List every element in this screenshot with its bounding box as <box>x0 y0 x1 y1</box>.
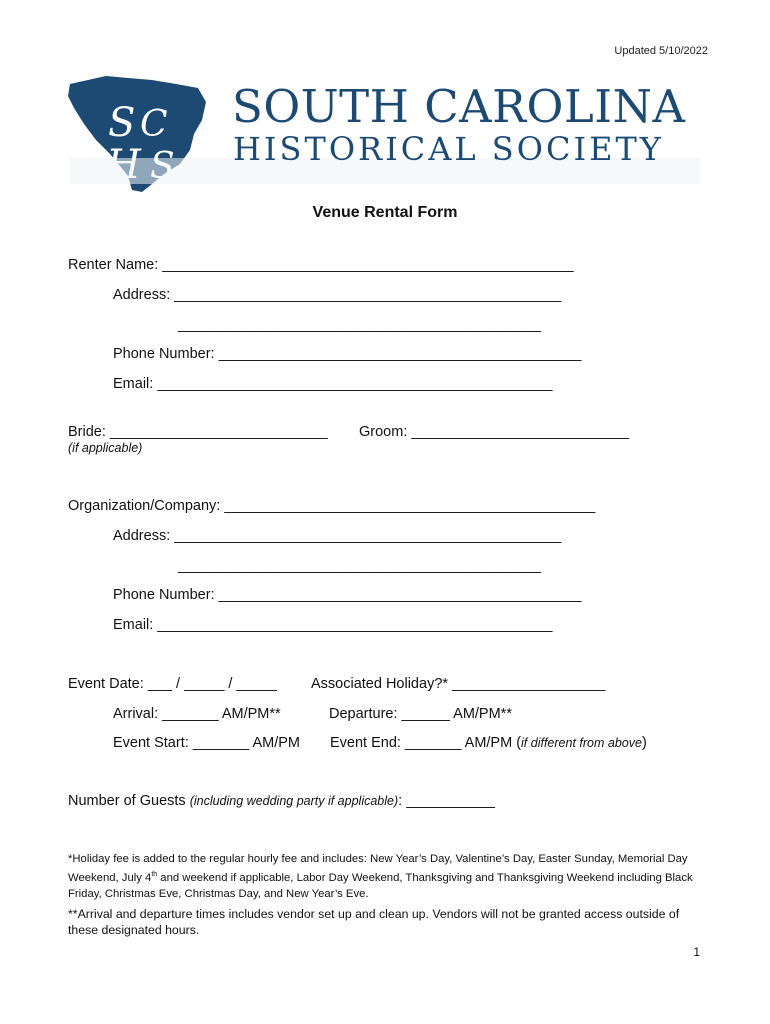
organization-field[interactable]: Organization/Company: ______________________________________________ <box>68 498 596 514</box>
holiday-footnote-sup: th <box>151 871 158 878</box>
event-start-field[interactable]: Event Start: _______ AM/PM <box>113 735 300 751</box>
renter-address-line2-field[interactable]: _____________________________________________ <box>178 317 541 333</box>
bride-field[interactable]: Bride: ___________________________ <box>68 424 328 440</box>
org-email-field[interactable]: Email: _________________________________________________ <box>113 617 553 633</box>
guests-blank: : ___________ <box>398 793 495 809</box>
number-of-guests-field[interactable] <box>68 793 495 809</box>
form-title: Venue Rental Form <box>312 204 458 221</box>
guests-label: Number of Guests <box>68 793 190 809</box>
if-applicable-note: (if applicable) <box>68 441 143 455</box>
arrival-footnote: **Arrival and departure times includes vendor set up and clean up. Vendors will not be granted access outside of these designated hours. <box>68 907 680 937</box>
org-address-line2-field[interactable]: _____________________________________________ <box>178 558 541 574</box>
renter-name-field[interactable]: Renter Name: ___________________________________________________ <box>68 257 574 273</box>
renter-phone-field[interactable]: Phone Number: _____________________________________________ <box>113 346 582 362</box>
event-date-field[interactable]: Event Date: ___ / _____ / _____ <box>68 676 277 692</box>
org-name-line1: SOUTH CAROLINA <box>232 80 686 133</box>
page-number: 1 <box>693 945 700 959</box>
renter-address-field[interactable]: Address: ________________________________________________ <box>113 287 562 303</box>
holiday-footnote-text-a: *Holiday fee is added to the regular hourly fee and includes: New Year’s Day, Valentine’s Day, Easter Sunday, Memorial Day Weekend, July 4 <box>68 853 688 884</box>
event-end-close: ) <box>641 735 647 751</box>
org-name-line2: HISTORICAL SOCIETY <box>233 130 664 168</box>
org-address-field[interactable]: Address: ________________________________________________ <box>113 528 562 544</box>
updated-date: Updated 5/10/2022 <box>614 45 708 57</box>
event-end-note: if different from above <box>521 736 642 750</box>
guests-note: (including wedding party if applicable) <box>189 794 399 808</box>
org-phone-field[interactable]: Phone Number: _____________________________________________ <box>113 587 582 603</box>
holiday-footnote <box>68 851 700 902</box>
groom-field[interactable]: Groom: ___________________________ <box>359 424 630 440</box>
associated-holiday-field[interactable]: Associated Holiday?* ___________________ <box>311 676 606 692</box>
departure-time-field[interactable]: Departure: ______ AM/PM** <box>329 706 512 722</box>
arrival-time-field[interactable]: Arrival: _______ AM/PM** <box>113 706 281 722</box>
event-end-label: Event End: _______ AM/PM ( <box>330 735 522 751</box>
holiday-footnote-text-b: and weekend if applicable, Labor Day Weekend, Thanksgiving and Thanksgiving Weekend including Black Friday, Christmas Eve, Christmas Day, and New Year’s Eve. <box>68 871 693 900</box>
monogram-c: C <box>140 104 168 145</box>
event-end-field[interactable] <box>330 735 647 751</box>
renter-email-field[interactable]: Email: _________________________________________________ <box>113 376 553 392</box>
monogram-s-top: S <box>108 100 136 146</box>
